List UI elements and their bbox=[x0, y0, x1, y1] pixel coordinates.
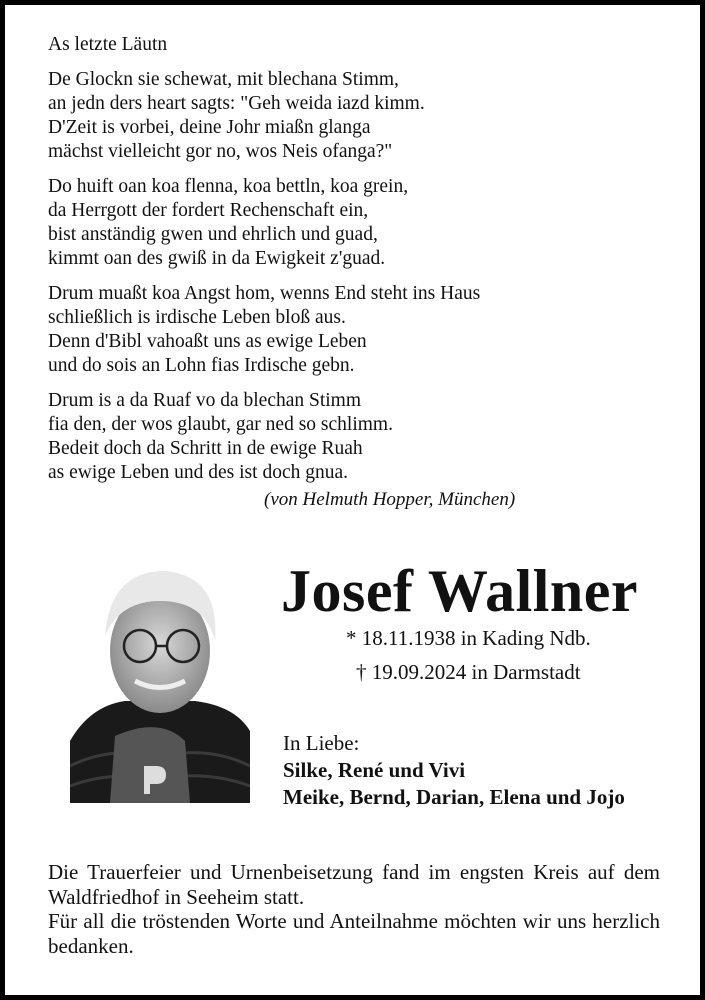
poem-line: Denn d'Bibl vahoaßt uns as ewige Leben bbox=[48, 331, 367, 352]
poem-line: fia den, der wos glaubt, gar ned so schlimm. bbox=[48, 414, 393, 435]
poem-title: As letzte Läutn bbox=[48, 34, 168, 55]
life-dates bbox=[346, 626, 591, 684]
poem-stanza bbox=[48, 389, 480, 485]
poem-line: an jedn ders heart sagts: "Geh weida iazd kimm. bbox=[48, 93, 425, 114]
poem-line: schließlich is irdische Leben bloß aus. bbox=[48, 307, 346, 328]
poem-stanza bbox=[48, 68, 480, 164]
mourners-line: Meike, Bernd, Darian, Elena und Jojo bbox=[283, 785, 625, 809]
poem bbox=[48, 33, 480, 496]
poem-line: Drum muaßt koa Angst hom, wenns End steht ins Haus bbox=[48, 283, 481, 304]
poem-line: Bedeit doch da Schritt in de ewige Ruah bbox=[48, 438, 363, 459]
notice-paragraph: Die Trauerfeier und Urnenbeisetzung fand im engsten Kreis auf dem Waldfriedhof in Seeheim statt. bbox=[48, 860, 660, 909]
poem-stanza bbox=[48, 282, 480, 378]
mourners-intro: In Liebe: bbox=[283, 731, 360, 755]
poem-line: as ewige Leben und des ist doch gnua. bbox=[48, 462, 349, 483]
mourners-line: Silke, René und Vivi bbox=[283, 758, 466, 782]
poem-line: D'Zeit is vorbei, deine Johr miaßn glanga bbox=[48, 117, 371, 138]
poem-line: kimmt oan des gwiß in da Ewigkeit z'guad. bbox=[48, 248, 386, 269]
poem-line: De Glockn sie schewat, mit blechana Stimm, bbox=[48, 69, 399, 90]
funeral-notice bbox=[48, 860, 660, 958]
birth-date: * 18.11.1938 in Kading Ndb. bbox=[346, 626, 591, 650]
poem-line: Drum is a da Ruaf vo da blechan Stimm bbox=[48, 390, 362, 411]
death-date: † 19.09.2024 in Darmstadt bbox=[356, 660, 581, 684]
notice-paragraph: Für all die tröstenden Worte und Anteilnahme möchten wir uns herzlich bedanken. bbox=[48, 909, 660, 958]
poem-line: Do huift oan koa flenna, koa bettln, koa grein, bbox=[48, 176, 409, 197]
mourners bbox=[283, 730, 625, 811]
poem-line: und do sois an Lohn fias Irdische gebn. bbox=[48, 355, 355, 376]
poem-line: mächst vielleicht gor no, wos Neis ofanga?" bbox=[48, 141, 393, 162]
poem-attribution: (von Helmuth Hopper, München) bbox=[264, 489, 516, 510]
poem-line: da Herrgott der fordert Rechenschaft ein, bbox=[48, 200, 369, 221]
poem-line: bist anständig gwen und ehrlich und guad, bbox=[48, 224, 378, 245]
deceased-name: Josef Wallner bbox=[281, 558, 639, 624]
portrait-photo bbox=[70, 566, 250, 803]
poem-stanza bbox=[48, 175, 480, 271]
